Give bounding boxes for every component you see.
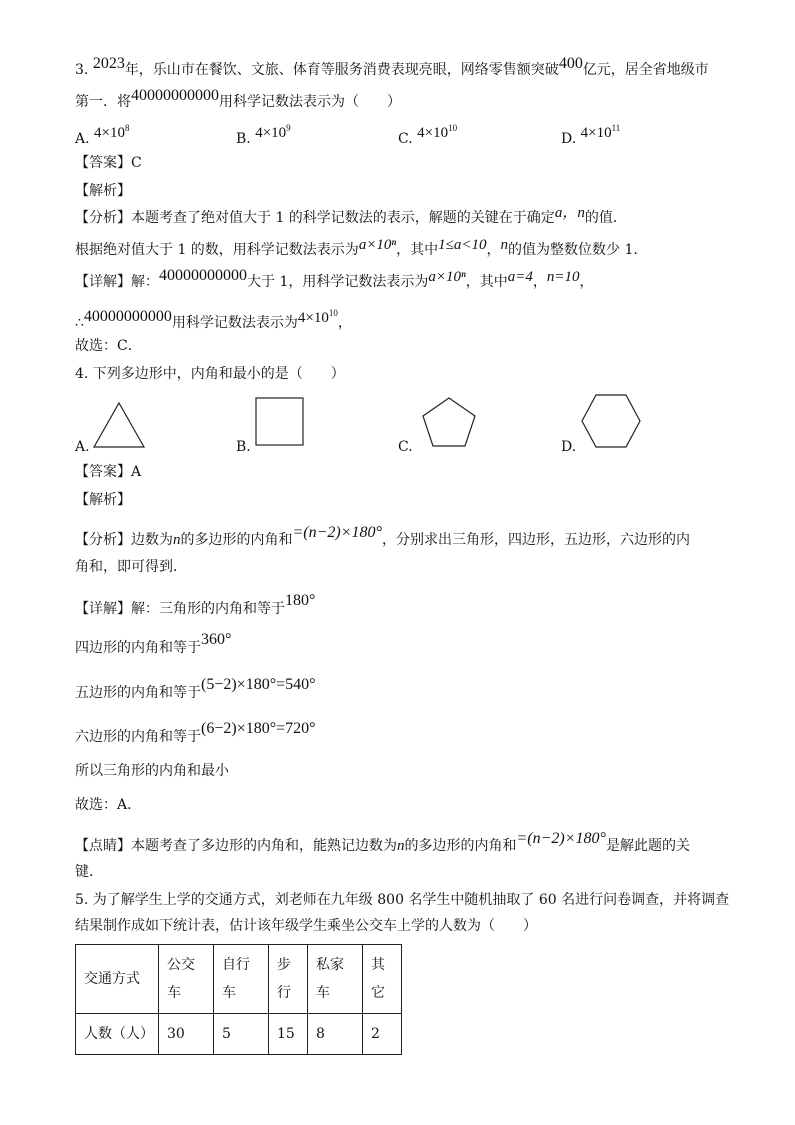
q3-jiexi: 【解析】 (75, 183, 131, 199)
q3-option-c (398, 124, 457, 149)
q3-line2 (75, 87, 401, 112)
analysis-text: 【分析】边数为 (75, 532, 173, 548)
angle-sum-formula: =(n−2)×180° (292, 524, 382, 541)
therefore-number: 40000000000 (83, 308, 172, 325)
detail-number: 40000000000 (159, 267, 247, 284)
q4-option-a-label: A. (75, 439, 90, 455)
q3-option-d (561, 124, 620, 149)
detail-text: 五边形的内角和等于 (75, 685, 201, 701)
rule-text-4: 的值为整数位数少 1． (508, 242, 648, 258)
q4-dianjing-cont: 键． (75, 864, 103, 880)
analysis-math: a，n (554, 205, 585, 221)
dianjing-text-3: 是解此题的关 (605, 838, 690, 854)
therefore-text-end: ， (337, 315, 352, 331)
detail-text: 六边形的内角和等于 (75, 729, 201, 745)
rule-math-1: a×10ⁿ (358, 237, 397, 253)
option-label: B. (236, 131, 251, 147)
therefore-base: 4×10 (297, 310, 329, 326)
detail-value: 180° (285, 592, 316, 609)
option-exp: 10 (448, 123, 458, 133)
option-base: 4×10 (580, 125, 612, 141)
option-base: 4×10 (417, 125, 449, 141)
option-label: D. (561, 131, 577, 147)
table-cell: 5 (214, 1014, 269, 1055)
table-header-cell: 自行车 (214, 945, 269, 1014)
table-cell: 30 (159, 1014, 214, 1055)
q3-number: 3. (75, 62, 93, 78)
therefore-exp: 10 (328, 308, 338, 318)
q4-option-c-label: C. (398, 439, 413, 455)
q3-text-end: 亿元，居全省地级市 (582, 62, 709, 78)
analysis-text-2: 的多边形的内角和 (180, 532, 293, 548)
q3-text2-end: 用科学记数法表示为（ ） (219, 94, 401, 110)
q3-amount: 400 (558, 55, 583, 72)
q4-stem: 4. 下列多边形中，内角和最小的是（ ） (75, 366, 345, 382)
q4-detail-4 (75, 720, 316, 747)
table-cell: 2 (363, 1014, 402, 1055)
q3-line1 (75, 55, 709, 80)
q3-text: 年，乐山市在餐饮、文旅、体育等服务消费表现亮眼，网络零售额突破 (124, 62, 559, 78)
analysis-text: 【分析】本题考查了绝对值大于 1 的科学记数法的表示，解题的关键在于确定 (75, 210, 555, 226)
q3-text2: 第一．将 (75, 94, 131, 110)
therefore-text: 用科学记数法表示为 (171, 315, 298, 331)
option-exp: 8 (124, 123, 130, 133)
detail-value: (5−2)×180°=540° (201, 676, 316, 693)
option-base: 4×10 (94, 125, 125, 141)
q4-conclusion: 所以三角形的内角和最小 (75, 763, 229, 779)
table-header-cell: 交通方式 (76, 945, 159, 1014)
analysis-text-end: 的值． (584, 210, 627, 226)
q4-option-b-label: B. (236, 439, 251, 455)
q4-option-d-label: D. (561, 439, 577, 455)
option-base: 4×10 (255, 125, 287, 141)
q3-answer: 【答案】C (75, 155, 142, 171)
option-value (94, 125, 129, 141)
option-label: C. (398, 131, 413, 147)
table-header-row (76, 945, 402, 1014)
q3-option-a (75, 124, 129, 149)
q4-dianjing (75, 830, 690, 856)
table-header-cell: 步行 (269, 945, 308, 1014)
detail-math-1: a×10ⁿ (428, 269, 466, 285)
rule-text: 根据绝对值大于 1 的数，用科学记数法表示为 (75, 242, 359, 258)
square-shape (255, 397, 305, 447)
option-exp: 9 (286, 123, 291, 133)
detail-text: 【详解】解：三角形的内角和等于 (75, 601, 285, 617)
q4-analysis (75, 524, 690, 550)
detail-text-4: ， (532, 274, 547, 290)
analysis-n: n (173, 532, 181, 548)
rule-text-3: ， (486, 242, 501, 258)
q3-analysis (75, 205, 627, 228)
option-value (255, 125, 290, 141)
option-label: A. (75, 131, 90, 147)
detail-text-5: ， (579, 274, 594, 290)
detail-value: (6−2)×180°=720° (201, 720, 316, 737)
detail-value: 360° (201, 631, 232, 648)
q3-therefore (75, 308, 352, 333)
q4-detail-2 (75, 631, 232, 658)
detail-math-2: a=4 (507, 269, 533, 285)
analysis-text-3: ，分别求出三角形，四边形，五边形，六边形的内 (381, 532, 690, 548)
dianjing-text: 【点睛】本题考查了多边形的内角和，能熟记边数为 (75, 838, 397, 854)
detail-math-3: n=10 (546, 269, 580, 285)
detail-text: 四边形的内角和等于 (75, 640, 201, 656)
detail-text-2: 大于 1，用科学记数法表示为 (247, 274, 429, 290)
table-header-cell: 公交车 (159, 945, 214, 1014)
rule-text-2: ，其中 (396, 242, 439, 258)
q3-rule (75, 237, 648, 260)
pentagon-shape (421, 396, 477, 448)
q5-line1: 5. 为了解学生上学的交通方式，刘老师在九年级 800 名学生中随机抽取了 60 名进行问卷调查，并将调查 (75, 892, 730, 908)
q5-line2: 结果制作成如下统计表，估计该年级学生乘坐公交车上学的人数为（ ） (75, 918, 537, 934)
detail-text-3: ，其中 (465, 274, 508, 290)
q4-analysis-cont: 角和，即可得到． (75, 559, 187, 575)
option-exp: 11 (611, 123, 621, 133)
q3-detail (75, 267, 594, 292)
q4-jiexi: 【解析】 (75, 492, 131, 508)
table-cell: 8 (308, 1014, 363, 1055)
dianjing-n: n (397, 838, 405, 854)
table-row-label: 人数（人） (76, 1014, 159, 1055)
table-cell: 15 (269, 1014, 308, 1055)
angle-sum-formula: =(n−2)×180° (516, 830, 606, 847)
detail-text: 【详解】解： (75, 274, 159, 290)
therefore-symbol: ∴ (75, 315, 84, 331)
table-row (76, 1014, 402, 1055)
q4-detail-1 (75, 592, 316, 619)
table-header-cell: 私家车 (308, 945, 363, 1014)
q3-choose: 故选：C． (75, 338, 142, 354)
q3-big-number: 40000000000 (131, 87, 219, 104)
q4-choose: 故选：A． (75, 797, 142, 813)
triangle-shape (92, 401, 146, 449)
table-header-cell: 其它 (363, 945, 402, 1014)
q4-answer: 【答案】A (75, 464, 142, 480)
option-value (417, 125, 457, 141)
dianjing-text-2: 的多边形的内角和 (404, 838, 517, 854)
hexagon-shape (580, 393, 642, 449)
rule-math-2: 1≤a<10 (438, 237, 487, 253)
rule-math-3: n (500, 237, 509, 253)
therefore-value (298, 310, 338, 326)
q4-detail-3 (75, 676, 316, 703)
q3-option-b (236, 124, 291, 149)
q3-year: 2023 (92, 55, 125, 72)
transport-table (75, 944, 402, 1055)
option-value (581, 125, 621, 141)
